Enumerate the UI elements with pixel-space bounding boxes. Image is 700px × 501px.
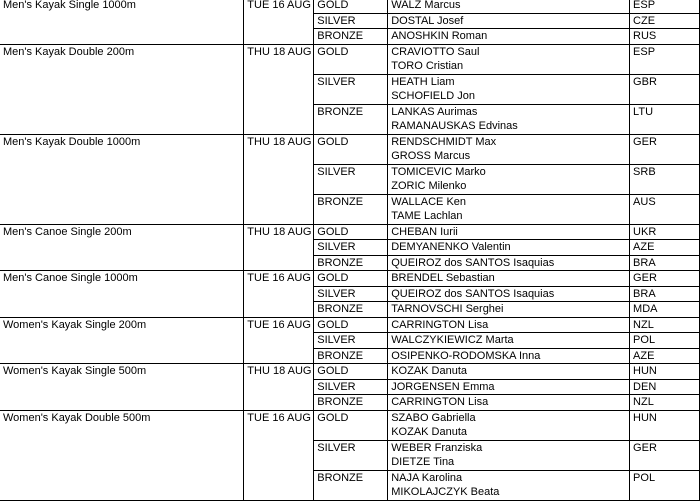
event-date-cell: TUE 16 AUG bbox=[244, 0, 314, 44]
event-name-cell: Men's Kayak Double 1000m bbox=[0, 134, 244, 224]
athlete-cell bbox=[388, 302, 630, 318]
athlete-name: QUEIROZ dos SANTOS Isaquias bbox=[391, 256, 555, 269]
event-name-cell: Men's Kayak Double 200m bbox=[0, 44, 244, 134]
athlete-name: RAMANAUSKAS Edvinas bbox=[391, 120, 518, 132]
medal-cell: SILVER bbox=[314, 74, 388, 104]
athlete-cell bbox=[388, 470, 630, 500]
athlete-name: WALZ Marcus bbox=[391, 0, 461, 11]
athlete-name: CRAVIOTTO Saul bbox=[391, 45, 480, 58]
country-code-cell: BRA bbox=[630, 286, 700, 302]
athlete-cell bbox=[388, 379, 630, 395]
athlete-name: CARRINGTON Lisa bbox=[391, 396, 489, 408]
event-name-cell: Women's Kayak Single 500m bbox=[0, 364, 244, 411]
athlete-name: GROSS Marcus bbox=[391, 150, 471, 162]
athlete-name: KOZAK Danuta bbox=[391, 426, 468, 438]
medal-cell: SILVER bbox=[314, 379, 388, 395]
athlete-cell bbox=[388, 134, 630, 164]
event-name-cell: Men's Canoe Single 1000m bbox=[0, 271, 244, 318]
table-row bbox=[0, 271, 700, 287]
athlete-name: OSIPENKO-RODOMSKA Inna bbox=[391, 349, 541, 362]
athlete-cell bbox=[388, 410, 630, 440]
medal-cell: SILVER bbox=[314, 286, 388, 302]
medal-cell: SILVER bbox=[314, 440, 388, 470]
athlete-name: DOSTAL Josef bbox=[391, 14, 464, 27]
medal-cell: BRONZE bbox=[314, 395, 388, 411]
country-code-cell: GER bbox=[630, 440, 700, 470]
country-code-cell: DEN bbox=[630, 379, 700, 395]
athlete-name: CARRINGTON Lisa bbox=[391, 318, 489, 331]
medal-cell: GOLD bbox=[314, 224, 388, 240]
athlete-name: DIETZE Tina bbox=[391, 456, 455, 468]
medal-cell: SILVER bbox=[314, 240, 388, 256]
athlete-name: WEBER Franziska bbox=[391, 441, 483, 454]
country-code-cell: POL bbox=[630, 470, 700, 500]
athlete-cell bbox=[388, 395, 630, 411]
country-code-cell: POL bbox=[630, 333, 700, 349]
athlete-name: TORO Cristian bbox=[391, 60, 464, 72]
medal-cell: GOLD bbox=[314, 134, 388, 164]
event-date-cell: THU 18 AUG bbox=[244, 224, 314, 271]
athlete-cell bbox=[388, 224, 630, 240]
table-row bbox=[0, 0, 700, 13]
athlete-cell bbox=[388, 317, 630, 333]
athlete-cell bbox=[388, 74, 630, 104]
event-date-cell: THU 18 AUG bbox=[244, 44, 314, 134]
athlete-name: SCHOFIELD Jon bbox=[391, 90, 475, 102]
athlete-name: HEATH Liam bbox=[391, 75, 455, 88]
medal-cell: BRONZE bbox=[314, 104, 388, 134]
medal-cell: GOLD bbox=[314, 271, 388, 287]
athlete-cell bbox=[388, 348, 630, 364]
event-date-cell: THU 18 AUG bbox=[244, 364, 314, 411]
country-code-cell: ESP bbox=[630, 44, 700, 74]
country-code-cell: MDA bbox=[630, 302, 700, 318]
medal-cell: GOLD bbox=[314, 0, 388, 13]
athlete-name: MIKOLAJCZYK Beata bbox=[391, 486, 500, 498]
country-code-cell: UKR bbox=[630, 224, 700, 240]
country-code-cell: GER bbox=[630, 134, 700, 164]
athlete-name: RENDSCHMIDT Max bbox=[391, 135, 497, 148]
medal-cell: GOLD bbox=[314, 410, 388, 440]
event-date-cell: TUE 16 AUG bbox=[244, 271, 314, 318]
medal-cell: GOLD bbox=[314, 44, 388, 74]
athlete-cell bbox=[388, 0, 630, 13]
athlete-name: BRENDEL Sebastian bbox=[391, 272, 495, 284]
athlete-name: CHEBAN Iurii bbox=[391, 225, 458, 238]
country-code-cell: BRA bbox=[630, 255, 700, 271]
athlete-name: WALLACE Ken bbox=[391, 195, 467, 208]
athlete-name: WALCZYKIEWICZ Marta bbox=[391, 334, 514, 346]
athlete-name: LANKAS Aurimas bbox=[391, 105, 478, 118]
event-name-cell: Women's Kayak Single 200m bbox=[0, 317, 244, 364]
athlete-name: SZABO Gabriella bbox=[391, 411, 476, 424]
athlete-name: JORGENSEN Emma bbox=[391, 380, 495, 393]
medal-cell: SILVER bbox=[314, 164, 388, 194]
medal-cell: BRONZE bbox=[314, 29, 388, 45]
medal-cell: BRONZE bbox=[314, 302, 388, 318]
athlete-name: KOZAK Danuta bbox=[391, 365, 468, 377]
athlete-name: TARNOVSCHI Serghei bbox=[391, 303, 504, 315]
athlete-cell bbox=[388, 333, 630, 349]
athlete-cell bbox=[388, 255, 630, 271]
country-code-cell: HUN bbox=[630, 410, 700, 440]
athlete-cell bbox=[388, 29, 630, 45]
medal-cell: SILVER bbox=[314, 333, 388, 349]
athlete-cell bbox=[388, 164, 630, 194]
country-code-cell: NZL bbox=[630, 317, 700, 333]
athlete-cell bbox=[388, 194, 630, 224]
country-code-cell: GER bbox=[630, 271, 700, 287]
athlete-cell bbox=[388, 13, 630, 29]
medal-cell: BRONZE bbox=[314, 348, 388, 364]
country-code-cell: SRB bbox=[630, 164, 700, 194]
table-row bbox=[0, 224, 700, 240]
athlete-name: TOMICEVIC Marko bbox=[391, 165, 486, 178]
athlete-cell bbox=[388, 440, 630, 470]
event-name-cell: Men's Canoe Single 200m bbox=[0, 224, 244, 271]
event-name-cell: Men's Kayak Single 1000m bbox=[0, 0, 244, 44]
event-date-cell: THU 18 AUG bbox=[244, 134, 314, 224]
medal-cell: GOLD bbox=[314, 317, 388, 333]
athlete-name: TAME Lachlan bbox=[391, 210, 463, 222]
athlete-cell bbox=[388, 104, 630, 134]
medal-cell: SILVER bbox=[314, 13, 388, 29]
athlete-name: DEMYANENKO Valentin bbox=[391, 241, 511, 253]
country-code-cell: AZE bbox=[630, 240, 700, 256]
athlete-cell bbox=[388, 240, 630, 256]
table-row bbox=[0, 44, 700, 74]
medal-cell: BRONZE bbox=[314, 255, 388, 271]
country-code-cell: NZL bbox=[630, 395, 700, 411]
country-code-cell: AZE bbox=[630, 348, 700, 364]
table-row bbox=[0, 317, 700, 333]
medal-cell: BRONZE bbox=[314, 194, 388, 224]
country-code-cell: AUS bbox=[630, 194, 700, 224]
country-code-cell: RUS bbox=[630, 29, 700, 45]
table-row bbox=[0, 364, 700, 380]
medal-cell: BRONZE bbox=[314, 470, 388, 500]
country-code-cell: CZE bbox=[630, 13, 700, 29]
athlete-cell bbox=[388, 271, 630, 287]
athlete-name: ZORIC Milenko bbox=[391, 180, 467, 192]
country-code-cell: LTU bbox=[630, 104, 700, 134]
country-code-cell: ESP bbox=[630, 0, 700, 13]
country-code-cell: HUN bbox=[630, 364, 700, 380]
athlete-name: ANOSHKIN Roman bbox=[391, 30, 488, 42]
athlete-cell bbox=[388, 44, 630, 74]
athlete-cell bbox=[388, 286, 630, 302]
table-row bbox=[0, 134, 700, 164]
table-row bbox=[0, 410, 700, 440]
medal-cell: GOLD bbox=[314, 364, 388, 380]
event-name-cell: Women's Kayak Double 500m bbox=[0, 410, 244, 500]
athlete-name: NAJA Karolina bbox=[391, 471, 463, 484]
country-code-cell: GBR bbox=[630, 74, 700, 104]
event-date-cell: TUE 16 AUG bbox=[244, 317, 314, 364]
athlete-name: QUEIROZ dos SANTOS Isaquias bbox=[391, 287, 555, 300]
event-date-cell: TUE 16 AUG bbox=[244, 410, 314, 500]
athlete-cell bbox=[388, 364, 630, 380]
